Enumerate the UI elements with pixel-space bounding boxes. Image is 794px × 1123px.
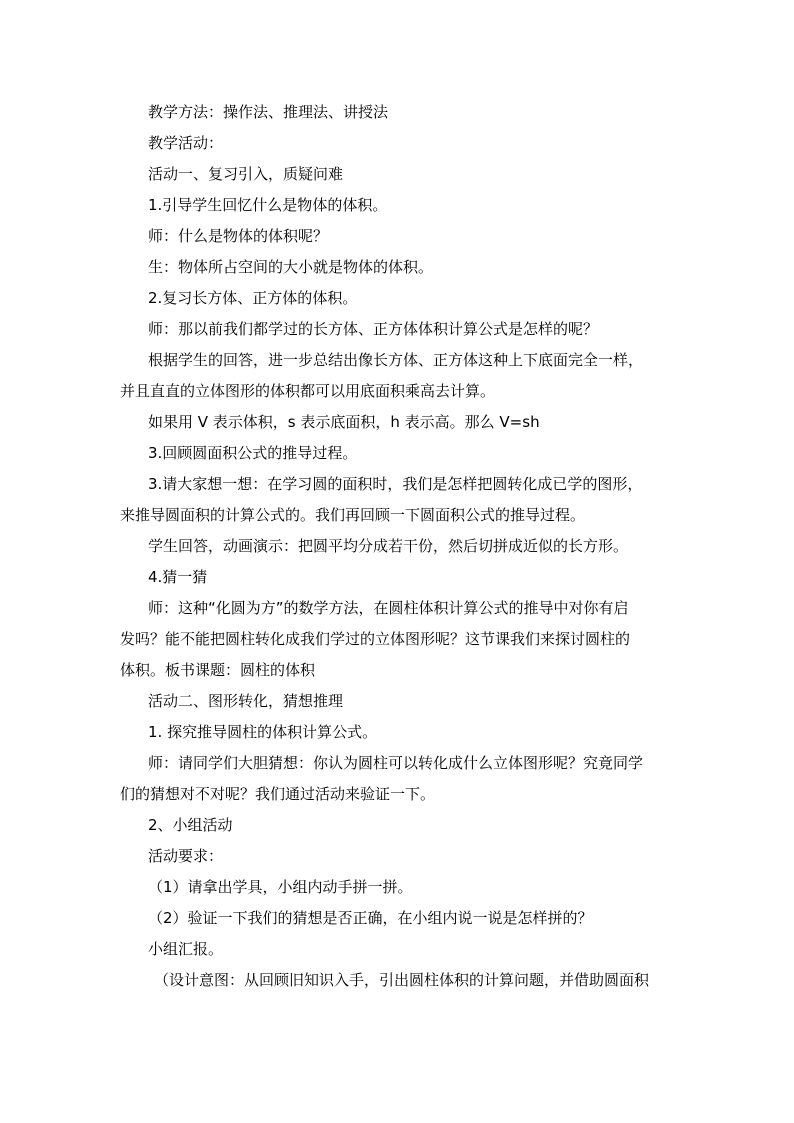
text-line: 根据学生的回答，进一步总结出像长方体、正方体这种上下底面完全一样， [148, 351, 644, 369]
text-line: 们的猜想对不对呢？我们通过活动来验证一下。 [120, 785, 436, 803]
text-line: 3.回顾圆面积公式的推导过程。 [148, 444, 358, 462]
text-line: 师：这种“化圆为方”的数学方法，在圆柱体积计算公式的推导中对你有启 [148, 599, 629, 617]
text-line: 师：什么是物体的体积呢？ [148, 227, 329, 245]
text-line: （设计意图：从回顾旧知识入手，引出圆柱体积的计算问题，并借助圆面积 [154, 971, 650, 989]
text-line: 师：那以前我们都学过的长方体、正方体体积计算公式是怎样的呢？ [148, 320, 599, 338]
text-line: 活动二、图形转化，猜想推理 [148, 692, 344, 710]
text-line: 1. 探究推导圆柱的体积计算公式。 [148, 723, 378, 741]
text-line: （1）请拿出学具，小组内动手拼一拼。 [148, 878, 413, 896]
text-line: 生：物体所占空间的大小就是物体的体积。 [148, 258, 434, 276]
text-line: 来推导圆面积的计算公式的。我们再回顾一下圆面积公式的推导过程。 [120, 506, 586, 524]
text-line: 小组汇报。 [148, 940, 224, 958]
text-line: 活动要求： [148, 847, 224, 865]
text-line: 师：请同学们大胆猜想：你认为圆柱可以转化成什么立体图形呢？究竟同学 [148, 754, 644, 772]
text-line: 活动一、复习引入，质疑问难 [148, 165, 344, 183]
text-line: 并且直直的立体图形的体积都可以用底面积乘高去计算。 [120, 382, 496, 400]
text-line: 3.请大家想一想：在学习圆的面积时，我们是怎样把圆转化成已学的图形， [148, 475, 643, 493]
text-line: 教学方法：操作法、推理法、讲授法 [148, 103, 389, 121]
text-line: 2、小组活动 [148, 816, 233, 834]
text-line: 教学活动： [148, 134, 224, 152]
text-line: （2）验证一下我们的猜想是否正确，在小组内说一说是怎样拼的？ [148, 909, 593, 927]
text-line: 学生回答，动画演示：把圆平均分成若干份，然后切拼成近似的长方形。 [148, 537, 629, 555]
text-line: 体积。板书课题：圆柱的体积 [120, 661, 316, 679]
text-line: 如果用 V 表示体积，s 表示底面积，h 表示高。那么 V=sh [148, 413, 540, 431]
text-line: 4.猜一猜 [148, 568, 208, 586]
text-line: 1.引导学生回忆什么是物体的体积。 [148, 196, 388, 214]
text-line: 2.复习长方体、正方体的体积。 [148, 289, 358, 307]
text-line: 发吗？能不能把圆柱转化成我们学过的立体图形呢？这节课我们来探讨圆柱的 [120, 630, 631, 648]
document-body [120, 97, 680, 996]
